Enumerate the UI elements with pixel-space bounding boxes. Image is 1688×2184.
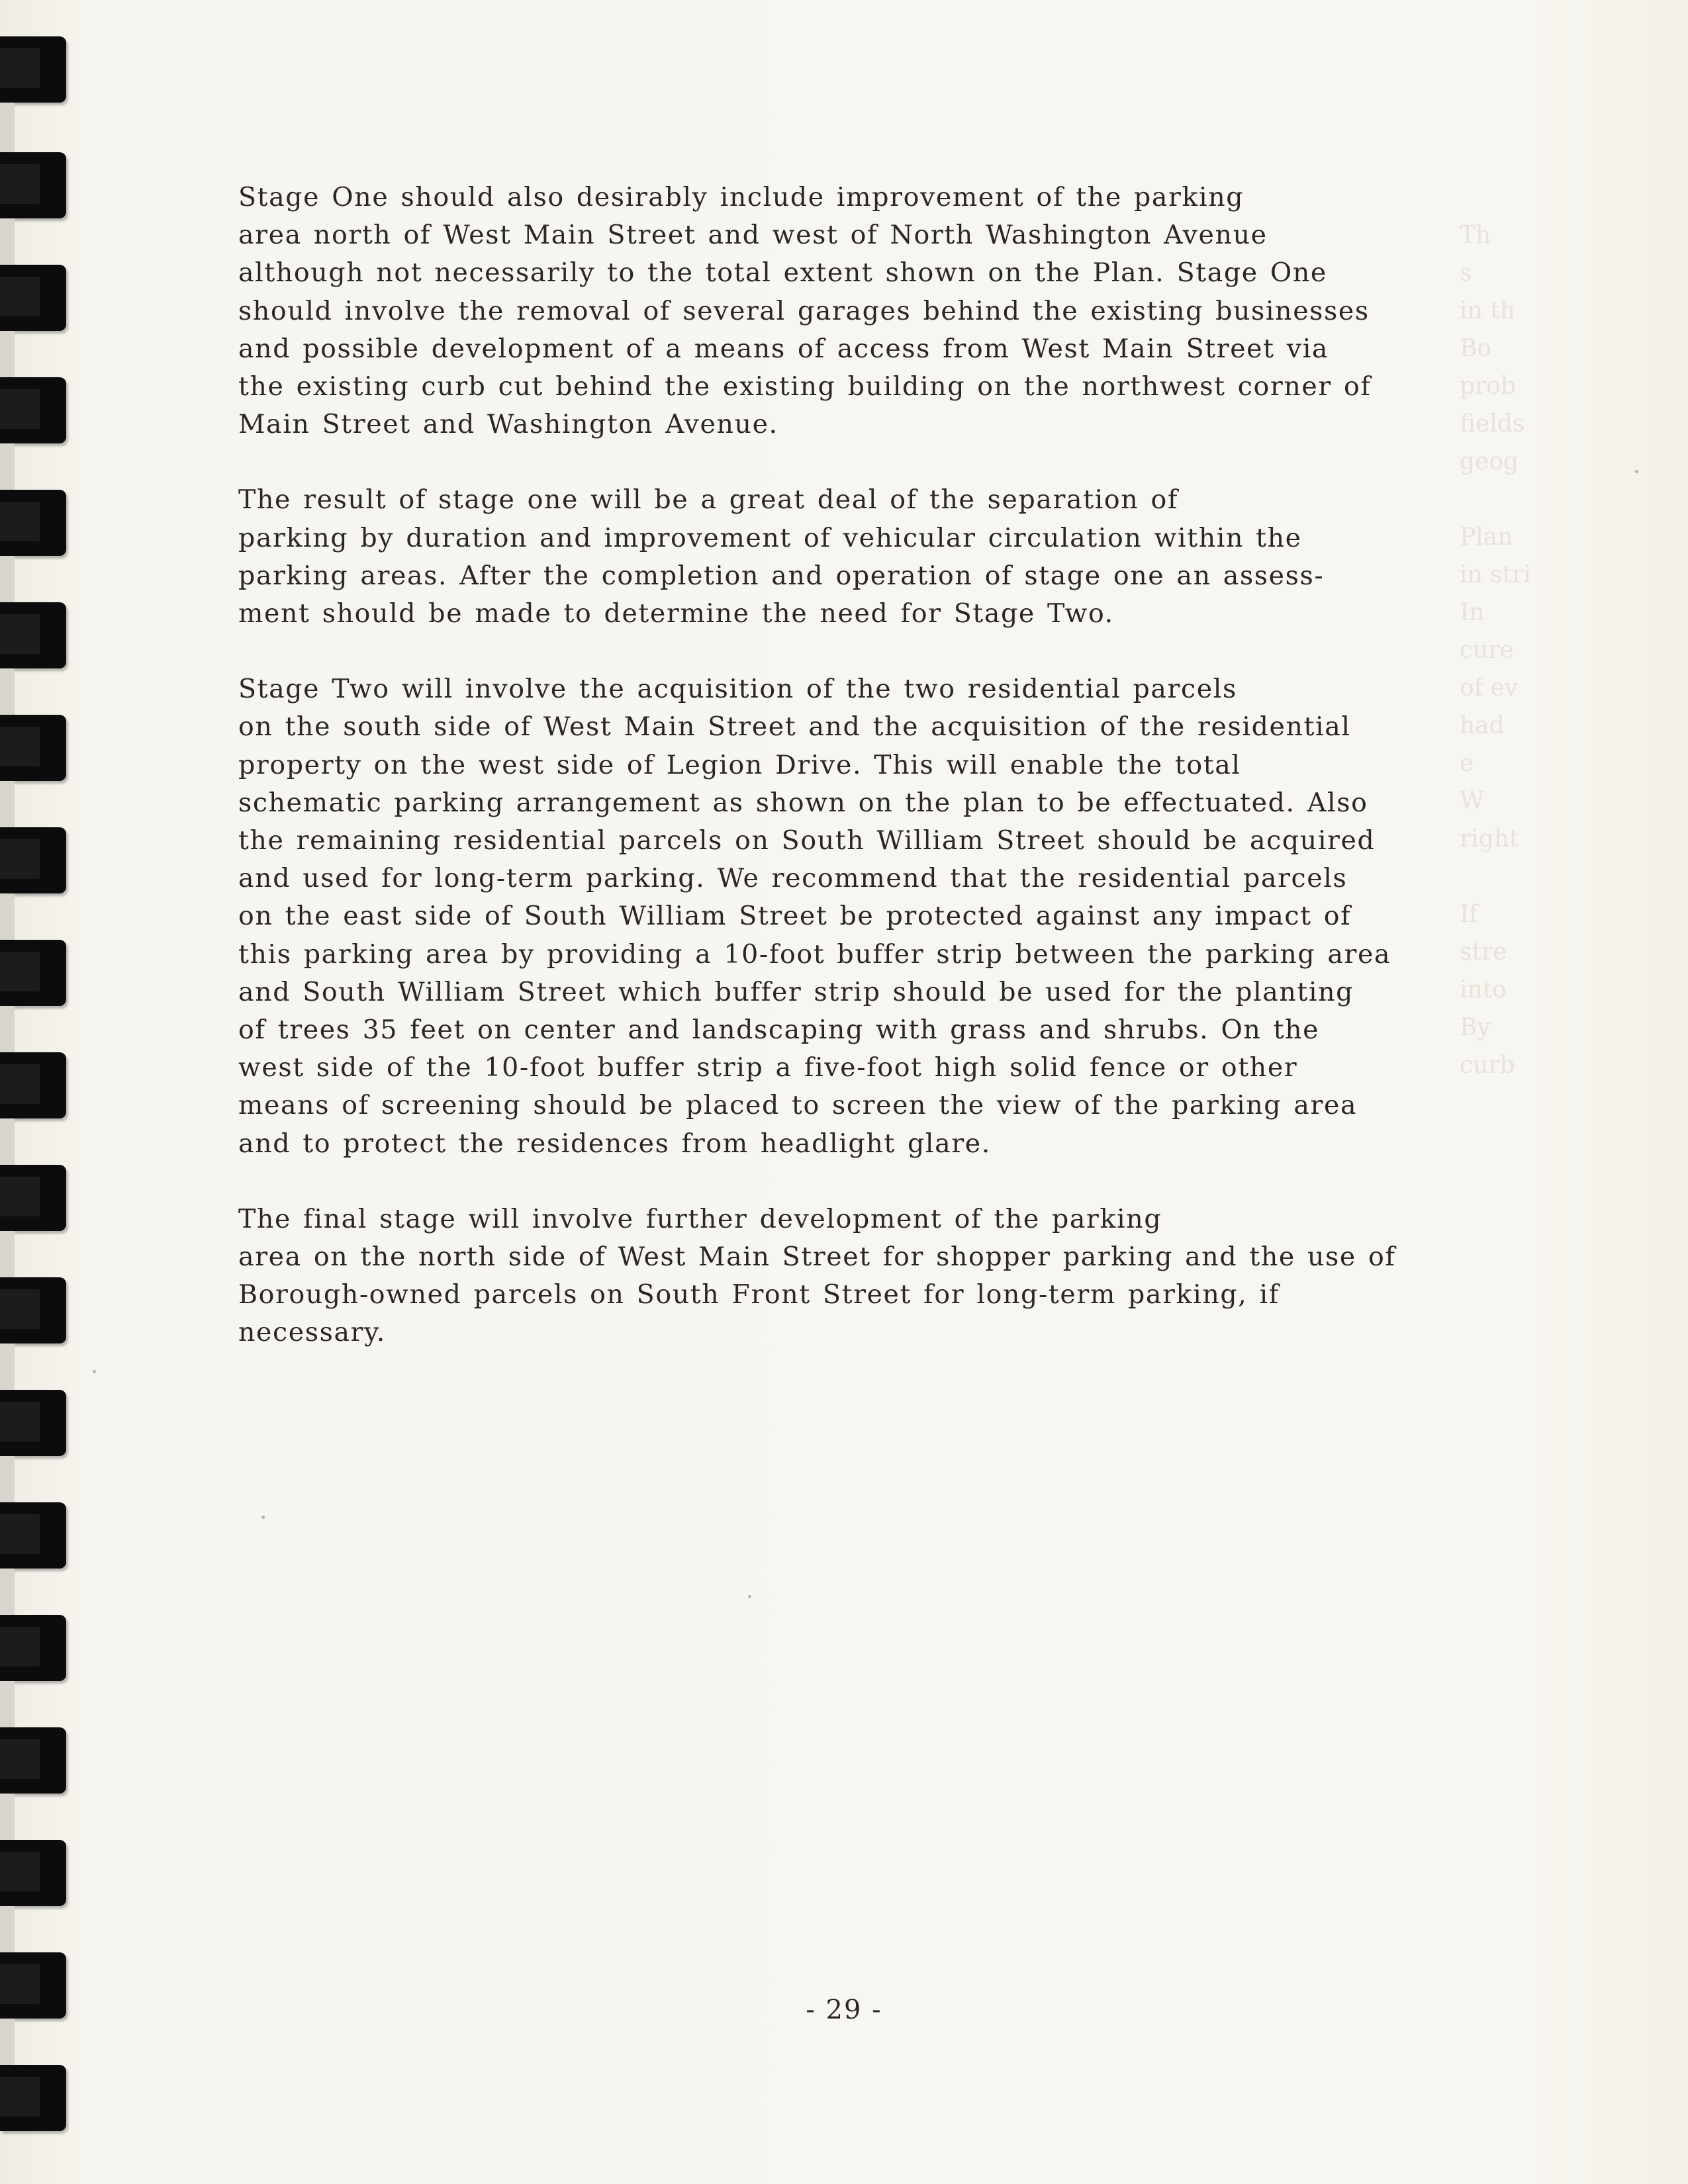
binding-gap xyxy=(0,2019,15,2065)
binding-gap xyxy=(0,1118,15,1165)
binding-gap xyxy=(0,556,15,602)
binding-gap xyxy=(0,1906,15,1952)
body-text xyxy=(238,179,1529,1390)
paragraph-stage-one: Stage One should also desirably include improvement of the parking area north of West Main Street and west of North Washington Avenue although not necessarily to the total extent shown on the Plan. Stage One should involve the removal of several garages behind the existing businesses and possible development of a means of access from West Main Street via the existing curb cut behind the existing building on the northwest corner of Main Street and Washington Avenue. xyxy=(238,182,1372,440)
page-number: - 29 - xyxy=(806,1995,882,2025)
binding-tooth xyxy=(0,1502,66,1569)
binding-tooth xyxy=(0,377,66,443)
binding-tooth xyxy=(0,152,66,218)
paper-speck xyxy=(261,1516,265,1519)
binding-tooth xyxy=(0,1390,66,1456)
binding-tooth xyxy=(0,1052,66,1118)
paper-speck xyxy=(93,1370,96,1373)
binding-tooth xyxy=(0,2065,66,2131)
bleed-through-text: Th s in th Bo prob fields geog Plan in stri In cure of ev had e W right If stre into By curb xyxy=(1460,222,1531,1079)
binding-gap xyxy=(0,103,15,152)
binding-gap xyxy=(0,443,15,490)
binding-tooth xyxy=(0,265,66,331)
binding-gap xyxy=(0,1456,15,1502)
binding-gap xyxy=(0,1006,15,1052)
binding-tooth xyxy=(0,1840,66,1906)
paper-speck xyxy=(1635,470,1638,473)
binding-gap xyxy=(0,331,15,377)
binding-tooth xyxy=(0,490,66,556)
binding-tooth xyxy=(0,1277,66,1343)
binding-gap xyxy=(0,893,15,940)
binding-gap xyxy=(0,1343,15,1390)
binding-tooth xyxy=(0,36,66,103)
binding-gap xyxy=(0,1681,15,1727)
binding-gap xyxy=(0,218,15,265)
paper-speck xyxy=(748,1595,751,1598)
paragraph-stage-one-result: The result of stage one will be a great deal of the separation of parking by duration and improvement of vehicular circulation within the parking areas. After the completion and operation of stage one an assess- ment should be made to determine the need for Stage Two. xyxy=(238,484,1325,629)
binding-tooth xyxy=(0,940,66,1006)
binding-gap xyxy=(0,1569,15,1615)
paragraph-final-stage: The final stage will involve further development of the parking area on the north side of West Main Street for shopper parking and the use of Borough-owned parcels on South Front Street for long-term parking, if necessary. xyxy=(238,1203,1396,1348)
binding-tooth xyxy=(0,1165,66,1231)
binding-tooth xyxy=(0,827,66,893)
binding-gap xyxy=(0,1794,15,1840)
binding-gap xyxy=(0,1231,15,1277)
binding-gap xyxy=(0,668,15,715)
binding-gap xyxy=(0,781,15,827)
spiral-binding xyxy=(0,0,76,2184)
binding-tooth xyxy=(0,1727,66,1794)
binding-tooth xyxy=(0,602,66,668)
binding-tooth xyxy=(0,1615,66,1681)
paragraph-stage-two: Stage Two will involve the acquisition of the two residential parcels on the south side of West Main Street and the acquisition of the residential property on the west side of Legion Drive. This will enable the total schematic parking arrangement as shown on the plan to be effectuated. Also the remaining residential parcels on South William Street should be acquired and used for long-term parking. We recommend that the residential parcels on the east side of South William Street be protected against any impact of this parking area by providing a 10-foot buffer strip between the parking area and South William Street which buffer strip should be used for the planting of trees 35 feet on center and landscaping with grass and shrubs. On the west side of the 10-foot buffer strip a five-foot high solid fence or other means of screening should be placed to screen the view of the parking area and to protect the residences from headlight glare. xyxy=(238,674,1391,1159)
binding-tooth xyxy=(0,715,66,781)
